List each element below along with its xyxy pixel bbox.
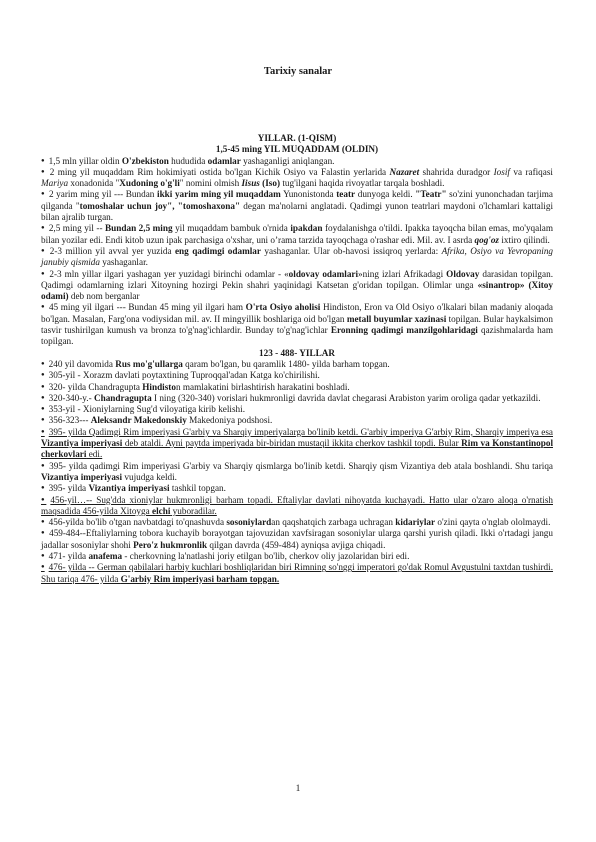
list-item: ● 353-yil - Xioniylarning Sug'd viloyatiga kirib kelishi. bbox=[41, 404, 553, 415]
list-item: ● 456-yilda bo'lib o'tgan navbatdagi to'qnashuvda sosoniylardan qaqshatqich zarbaga uchragan kidariylar o'zini qayta o'nglab ololmaydi. bbox=[41, 517, 553, 528]
list-item: ● 356-323--- Aleksandr Makedonskiy Makedoniya podshosi. bbox=[41, 415, 553, 426]
list-item: ● 2-3 million yil avval yer yuzida eng qadimgi odamlar yashaganlar. Ular ob-havosi issiqroq yerlarda: Afrika, Osiyo va Yevropaning janubiy qismida yashaganlar. bbox=[41, 246, 553, 269]
list-item: ● 456-yil…-- Sug'dda xioniylar hukmronligi barham topadi. Eftaliylar davlati nihoyatda kuchayadi. Hatto ular o'zaro aloqa o'rnatish maqsadida 456-yilda Xitoyga elchi yuboradilar. bbox=[41, 495, 553, 518]
section-heading-2: 1,5-45 ming YIL MUQADDAM (OLDIN) bbox=[215, 144, 379, 155]
list-item: ● 45 ming yil ilgari --- Bundan 45 ming yil ilgari ham O'rta Osiyo aholisi Hindiston, Eron va Old Osiyo o'lkalari bilan madaniy aloqada bo'lgan. Masalan, Farg'ona vodiysidan mil. av. II mingyillik boshlariga oid bo'lgan metall buyumlar xazinasi topilgan. Bular haykalsimon tasvir tushirilgan kumush va bronza to'g'nag'ichlardir. Bunday to'g'nag'ichlar Eronning qadimgi manzilgohlaridagi qazishmalarda ham topilgan. bbox=[41, 302, 553, 347]
section-heading-1: YILLAR. (1-QISM) bbox=[257, 133, 337, 143]
list-item: ● 2 yarim ming yil --- Bundan ikki yarim ming yil muqaddam Yunonistonda teatr dunyoga keldi. "Teatr" so'zini yunonchadan tarjima qilganda "tomoshalar uchun joy", "tomoshaxona" degan ma'nolarni anglatadi. Qadimgi yunon teatrlari maydoni o'lchamlari kattaligi bilan ajralib turgan. bbox=[41, 189, 553, 223]
document-body bbox=[41, 133, 553, 585]
list-item: ● 240 yil davomida Rus mo'g'ullarga qaram bo'lgan, bu qaramlik 1480- yilda barham topgan. bbox=[41, 359, 553, 370]
document-title: Tarixiy sanalar bbox=[263, 66, 333, 77]
list-item: ● 395- yilda Qadimgi Rim imperiyasi G'arbiy va Sharqiy imperiyalarga bo'linib ketdi. G'arbiy imperiya G'arbiy Rim, Sharqiy imperiya esa Vizantiya imperiyasi deb ataldi. Ayni paytda imperiyada bir-biridan mustaqil ikkita cherkov tashkil topdi. Bular Rim va Konstantinopol cherkovlari edi. bbox=[41, 427, 553, 461]
list-item: ● 320-340-y.- Chandragupta I ning (320-340) vorislari hukmronligi davrida davlat chegarasi Arabiston yarim oroliga qadar yetkazildi. bbox=[41, 393, 553, 404]
page-number: 1 bbox=[295, 784, 301, 794]
list-item: ● 476- yilda -- German qabilalari harbiy kuchlari boshliqlaridan biri Rimning so'nggi imperatori go'dak Romul Avgustulni taxtdan tushirdi. Shu tariqa 476- yilda G'arbiy Rim imperiyasi barham topgan. bbox=[41, 562, 553, 585]
list-item: ● 395- yilda Vizantiya imperiyasi tashkil topgan. bbox=[41, 483, 553, 494]
list-item: ● 2 ming yil muqaddam Rim hokimiyati ostida bo'lgan Kichik Osiyo va Falastin yerlarida Nazaret shahrida duradgor Iosif va rafiqasi Mariya xonadonida "Xudoning o'g'li" nomini olmish Iisus (Iso) tug'ilgani haqida rivoyatlar tarqala boshladi. bbox=[41, 167, 553, 190]
list-item: ● 320- yilda Chandragupta Hindiston mamlakatini birlashtirish harakatini boshladi. bbox=[41, 382, 553, 393]
list-item: ● 2-3 mln yillar ilgari yashagan yer yuzidagi birinchi odamlar - «oldovay odamlari»ning izlari Afrikadagi Oldovay darasidan topilgan. Qadimgi odamlarning izlari Xitoyning hozirgi Pekin shahri yaqinidagi Katsetan g'oridan topilgan. Olimlar unga «sinantrop» (Xitoy odami) deb nom berganlar bbox=[41, 269, 553, 303]
list-item: ● 1,5 mln yillar oldin O'zbekiston hududida odamlar yashaganligi aniqlangan. bbox=[41, 156, 553, 167]
list-item: ● 459-484--Eftaliylarning tobora kuchayib borayotgan tajovuzidan xavfsiragan sosoniylar ularga qarshi yurish qiladi. Ikki o'rtadagi jangu jadallar sosoniylar shohi Pero'z hukmronlik qilgan davrda (459-484) ayniqsa avjiga chiqadi. bbox=[41, 528, 553, 551]
list-item: ● 305-yil - Xorazm davlati poytaxtining Tuproqqal'adan Katga ko'chirilishi. bbox=[41, 370, 553, 381]
list-item: ● 395- yilda qadimgi Rim imperiyasi G'arbiy va Sharqiy qismlarga bo'linib ketdi. Sharqiy qism Vizantiya deb atala boshlandi. Shu tariqa Vizantiya imperiyasi vujudga keldi. bbox=[41, 461, 553, 484]
list-item: ● 2,5 ming yil -- Bundan 2,5 ming yil muqaddam bambuk o'rnida ipakdan foydalanishga o'tildi. Ipakka tayoqcha bilan emas, mo'yqalam bilan yozilar edi. Endi kitob uzun ipak parchasiga o'xshar, uni o’rama tarzida tayoqchaga o'rashar edi. Mil. av. I asrda qog'oz ixtiro qilindi. bbox=[41, 223, 553, 246]
list-item: ● 471- yilda anafema - cherkovning la'natlashi joriy etilgan bo'lib, cherkov oliy jazolaridan biri edi. bbox=[41, 551, 553, 562]
section-heading-3: 123 - 488- YILLAR bbox=[259, 347, 335, 358]
